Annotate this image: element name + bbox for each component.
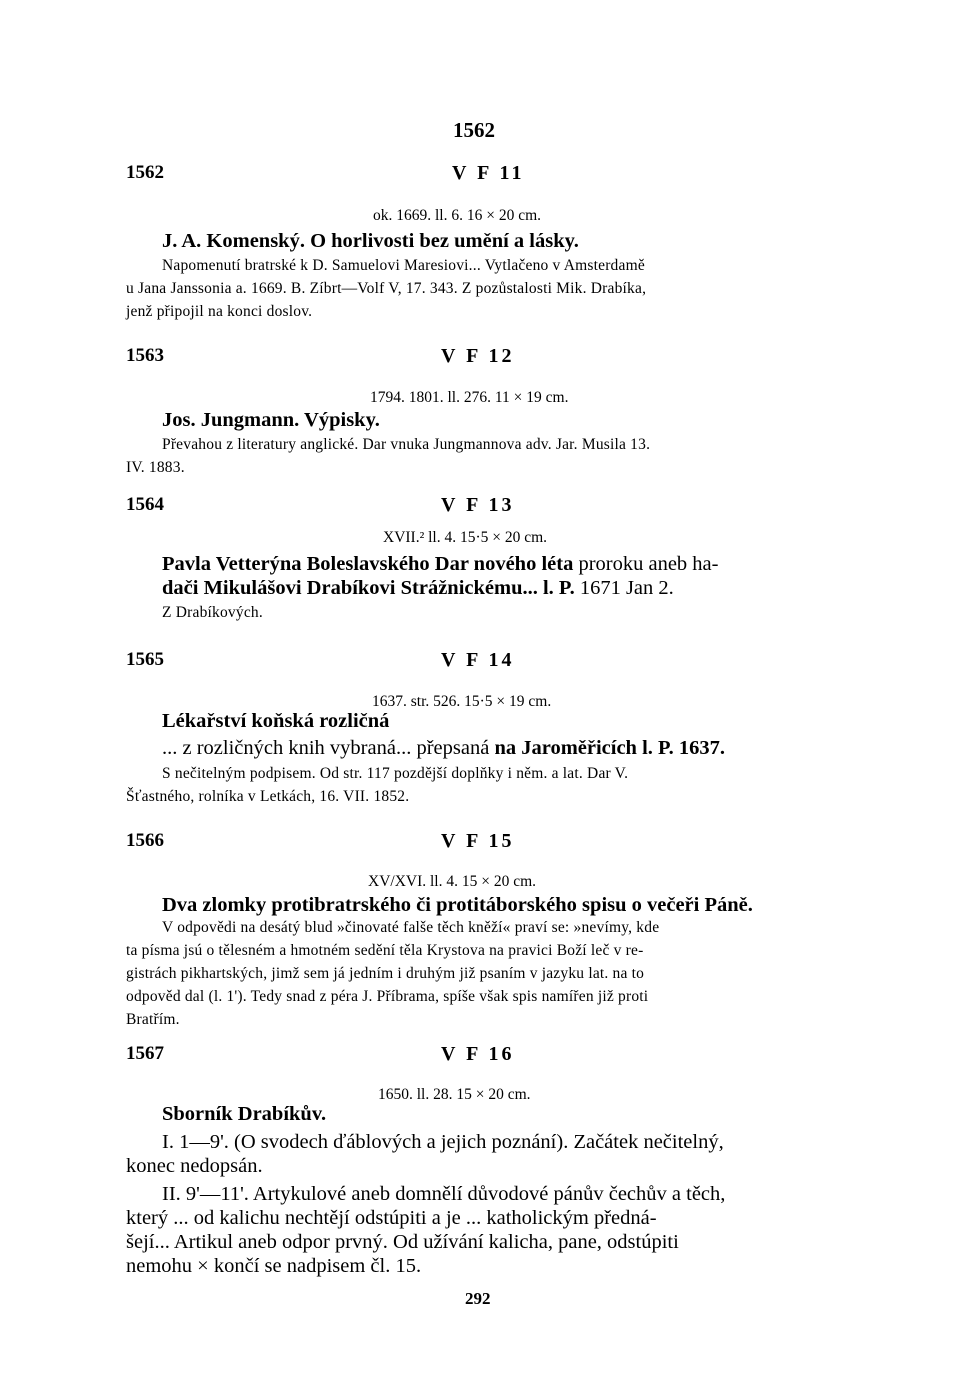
entry-title: J. A. Komenský. O horlivosti bez umění a lásky.	[162, 230, 579, 252]
entry-signature: V F 13	[441, 494, 515, 516]
entry-description: XV/XVI. ll. 4. 15 × 20 cm.	[368, 873, 537, 890]
entry-title: Lékařství koňská rozličná	[162, 710, 390, 732]
entry-body-line: nemohu × končí se nadpisem čl. 15.	[126, 1255, 422, 1277]
entry-title-line	[162, 553, 718, 576]
entry-description: ok. 1669. ll. 6. 16 × 20 cm.	[373, 207, 542, 224]
entry-title: Sborník Drabíkův.	[162, 1103, 327, 1125]
entry-body-line: I. 1—9'. (O svodech ďáblových a jejich poznání). Začátek nečitelný,	[162, 1131, 724, 1153]
entry-signature: V F 15	[441, 830, 515, 852]
entry-signature: V F 16	[441, 1043, 515, 1065]
entry-signature: V F 14	[441, 649, 515, 671]
entry-subtitle-rest: ... z rozličných knih vybraná... přepsaná	[162, 737, 495, 759]
entry-body-line: který ... od kalichu nechtějí odstúpiti a je ... katholickým předná-	[126, 1207, 657, 1229]
entry-number: 1564	[126, 494, 164, 515]
entry-number: 1563	[126, 345, 164, 366]
entry-title-bold: Pavla Vetterýna Boleslavského Dar nového léta	[162, 553, 574, 575]
entry-title-rest: 1671 Jan 2.	[574, 577, 674, 599]
entry-body-line: šejí... Artikul aneb odpor prvný. Od užívání kalicha, pane, odstúpiti	[126, 1231, 679, 1253]
entry-title-rest: proroku aneb ha-	[573, 553, 719, 575]
entry-note-line: Z Drabíkových.	[162, 604, 263, 621]
entry-subtitle	[162, 737, 725, 760]
page-number: 292	[465, 1289, 491, 1308]
entry-note-line: Napomenutí bratrské k D. Samuelovi Maresiovi... Vytlačeno v Amsterdamě	[162, 257, 645, 274]
entry-description: 1650. ll. 28. 15 × 20 cm.	[378, 1086, 531, 1103]
entry-signature: V F 11	[452, 162, 525, 184]
entry-number: 1566	[126, 830, 164, 851]
entry-description: 1637. str. 526. 15·5 × 19 cm.	[372, 693, 552, 710]
entry-note-line: IV. 1883.	[126, 459, 185, 476]
entry-note-line: Bratřím.	[126, 1011, 180, 1028]
entry-note-line: V odpovědi na desátý blud »činovaté falše těch kněží« praví se: »nevímy, kde	[162, 919, 660, 936]
entry-description: 1794. 1801. ll. 276. 11 × 19 cm.	[370, 389, 569, 406]
entry-note-line: jenž připojil na konci doslov.	[126, 303, 313, 320]
entry-title-bold: dači Mikulášovi Drabíkovi Strážnickému... l. P.	[162, 577, 575, 599]
entry-body-line: konec nedopsán.	[126, 1155, 263, 1177]
entry-subtitle-bold: na Jaroměřicích l. P. 1637.	[494, 737, 726, 759]
entry-note-line: Šťastného, rolníka v Letkách, 16. VII. 1852.	[126, 788, 410, 805]
entry-description: XVII.² ll. 4. 15·5 × 20 cm.	[383, 529, 548, 546]
entry-note-line: u Jana Janssonia a. 1669. B. Zíbrt—Volf V, 17. 343. Z pozůstalosti Mik. Drabíka,	[126, 280, 647, 297]
entry-body-line: II. 9'—11'. Artykulové aneb domnělí důvodové pánův čechův a těch,	[162, 1183, 726, 1205]
entry-title: Jos. Jungmann. Výpisky.	[162, 409, 380, 431]
entry-signature: V F 12	[441, 345, 515, 367]
entry-note-line: Převahou z literatury anglické. Dar vnuka Jungmannova adv. Jar. Musila 13.	[162, 436, 651, 453]
entry-number: 1565	[126, 649, 164, 670]
running-header-number: 1562	[453, 118, 495, 142]
entry-title-line	[162, 577, 674, 600]
entry-note-line: gistrách pikhartských, jimž sem já jedním i druhým již psaním v jazyku lat. na to	[126, 965, 645, 982]
entry-note-line: odpověd dal (l. 1'). Tedy snad z péra J. Příbrama, spíše však spis namířen již proti	[126, 988, 649, 1005]
entry-number: 1567	[126, 1043, 164, 1064]
entry-note-line: ta písma jsú o tělesném a hmotném sedění těla Krystova na pravici Boží leč v re-	[126, 942, 644, 959]
entry-note-line: S nečitelným podpisem. Od str. 117 pozdější doplňky i něm. a lat. Dar V.	[162, 765, 629, 782]
entry-number: 1562	[126, 162, 164, 183]
entry-title: Dva zlomky protibratrského či protitáborského spisu o večeři Páně.	[162, 894, 753, 916]
